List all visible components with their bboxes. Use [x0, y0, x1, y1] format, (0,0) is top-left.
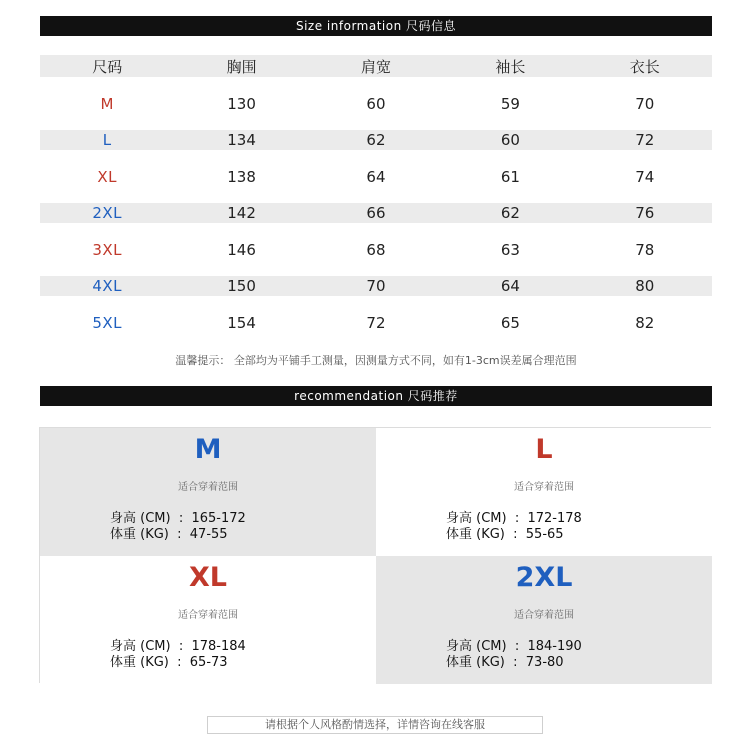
header-shoulder: 肩宽: [360, 57, 391, 76]
recommendation-card-l: [376, 428, 712, 556]
size-label: 4XL: [92, 277, 123, 295]
chest-value: 146: [227, 240, 256, 259]
recommended-size: XL: [188, 562, 228, 593]
table-row: [40, 223, 712, 276]
chest-value: 138: [227, 167, 256, 186]
table-row: [40, 150, 712, 203]
weight-range: 体重 (KG) : 65-73: [110, 655, 228, 670]
header-size: 尺码: [92, 57, 123, 76]
size-table: [40, 55, 712, 349]
measurement-tip: 温馨提示： 全部均为平铺手工测量，因测量方式不同，如有1-3cm误差属合理范围: [175, 354, 577, 367]
chest-value: 154: [227, 313, 256, 332]
size-information-banner: Size information 尺码信息: [40, 16, 712, 36]
recommended-size: M: [194, 434, 222, 465]
shoulder-value: 72: [366, 313, 386, 332]
size-label: XL: [97, 167, 118, 186]
recommended-size: L: [535, 434, 553, 465]
header-length: 衣长: [629, 57, 660, 76]
height-range: 身高 (CM) : 178-184: [110, 639, 246, 654]
weight-range: 体重 (KG) : 55-65: [446, 527, 564, 542]
fit-range-label: 适合穿着范围: [514, 482, 574, 493]
sleeve-value: 64: [500, 277, 520, 295]
size-label: 5XL: [92, 313, 123, 332]
size-label: L: [102, 131, 112, 149]
recommendation-card-2xl: [376, 556, 712, 684]
table-row: [40, 276, 712, 296]
recommended-size: 2XL: [515, 562, 573, 593]
height-range: 身高 (CM) : 165-172: [110, 511, 246, 526]
shoulder-value: 68: [366, 240, 386, 259]
recommendation-card-m: [40, 428, 376, 556]
shoulder-value: 62: [366, 131, 386, 149]
shoulder-value: 60: [366, 94, 386, 113]
sleeve-value: 60: [500, 131, 520, 149]
chest-value: 142: [227, 204, 256, 222]
recommendation-card-xl: [40, 556, 376, 684]
sleeve-value: 59: [500, 94, 520, 113]
sleeve-value: 63: [500, 240, 520, 259]
length-value: 80: [635, 277, 655, 295]
length-value: 74: [635, 167, 655, 186]
header-chest: 胸围: [226, 57, 257, 76]
sleeve-value: 61: [500, 167, 520, 186]
chest-value: 134: [227, 131, 256, 149]
recommendation-banner: recommendation 尺码推荐: [40, 386, 712, 406]
size-label: 2XL: [92, 204, 123, 222]
length-value: 76: [635, 204, 655, 222]
sleeve-value: 65: [500, 313, 520, 332]
fit-range-label: 适合穿着范围: [178, 482, 238, 493]
chest-value: 130: [227, 94, 256, 113]
table-row: [40, 203, 712, 223]
header-sleeve: 袖长: [495, 57, 526, 76]
recommendation-grid: [39, 427, 711, 683]
table-row: [40, 296, 712, 349]
weight-range: 体重 (KG) : 73-80: [446, 655, 564, 670]
size-table-header-row: [40, 55, 712, 77]
table-row: [40, 77, 712, 130]
sleeve-value: 62: [500, 204, 520, 222]
height-range: 身高 (CM) : 172-178: [446, 511, 582, 526]
size-label: 3XL: [92, 240, 123, 259]
height-range: 身高 (CM) : 184-190: [446, 639, 582, 654]
shoulder-value: 66: [366, 204, 386, 222]
style-advice-note: 请根据个人风格酌情选择，详情咨询在线客服: [207, 716, 543, 734]
length-value: 72: [635, 131, 655, 149]
length-value: 78: [635, 240, 655, 259]
fit-range-label: 适合穿着范围: [514, 610, 574, 621]
size-label: M: [100, 94, 114, 113]
length-value: 70: [635, 94, 655, 113]
chest-value: 150: [227, 277, 256, 295]
fit-range-label: 适合穿着范围: [178, 610, 238, 621]
length-value: 82: [635, 313, 655, 332]
shoulder-value: 64: [366, 167, 386, 186]
table-row: [40, 130, 712, 150]
weight-range: 体重 (KG) : 47-55: [110, 527, 228, 542]
shoulder-value: 70: [366, 277, 386, 295]
